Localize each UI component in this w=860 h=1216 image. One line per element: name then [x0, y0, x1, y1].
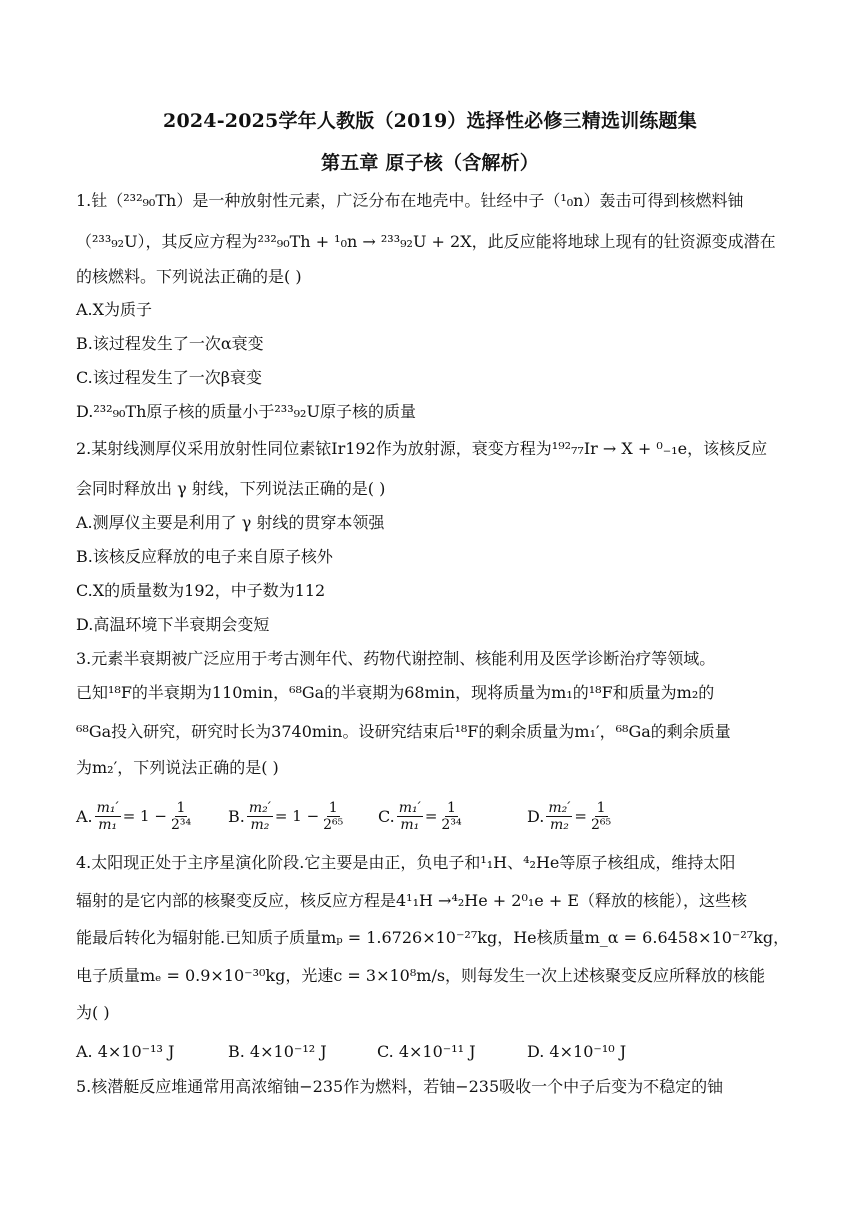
- q3-a-rnum: 1: [176, 799, 186, 816]
- q3-option-b-rhs: [321, 800, 345, 833]
- q3-a-den: m₁: [98, 816, 118, 833]
- q3-c-eq: =: [424, 807, 438, 825]
- q4-option-d: D. 4×10⁻¹⁰ J: [527, 1042, 627, 1061]
- q3-a-rden: 2³⁴: [170, 816, 192, 833]
- q3-d-num: m₂′: [548, 799, 571, 816]
- q3-c-num: m₁′: [398, 799, 421, 816]
- document-title: 2024-2025学年人教版（2019）选择性必修三精选训练题集: [163, 110, 697, 132]
- q3-b-num: m₂′: [248, 799, 271, 816]
- q3-stem-line1: 3.元素半衰期被广泛应用于考古测年代、药物代谢控制、核能利用及医学诊断治疗等领域。: [76, 649, 716, 668]
- q4-stem-line5: 为( ): [76, 1003, 110, 1022]
- q3-option-d-label: D.: [527, 806, 545, 826]
- q3-option-a-lhs: [95, 800, 121, 833]
- q3-option-a: [76, 796, 195, 836]
- q3-d-rnum: 1: [596, 799, 606, 816]
- q3-c-den: m₁: [400, 816, 420, 833]
- q3-b-rden: 2⁶⁵: [323, 816, 344, 833]
- q3-option-a-rhs: [169, 800, 193, 833]
- q3-option-c: [378, 796, 466, 836]
- q4-option-b: B. 4×10⁻¹² J: [228, 1042, 327, 1061]
- q1-option-b: B.该过程发生了一次α衰变: [76, 334, 264, 353]
- q1-stem-line2: （²³³₉₂U），其反应方程为²³²₉₀Th + ¹₀n → ²³³₉₂U + 2X，此反应能将地球上现有的钍资源变成潜在: [76, 232, 776, 251]
- q3-option-d-lhs: [546, 800, 572, 833]
- q1-option-a: A.X为质子: [76, 300, 153, 319]
- q2-option-d: D.高温环境下半衰期会变短: [76, 615, 270, 634]
- q2-option-a: A.测厚仪主要是利用了 γ 射线的贯穿本领强: [76, 513, 385, 532]
- q3-option-b-label: B.: [228, 806, 245, 826]
- q2-stem-line2: 会同时释放出 γ 射线，下列说法正确的是( ): [76, 479, 386, 498]
- q3-b-rnum: 1: [328, 799, 338, 816]
- q2-option-b: B.该核反应释放的电子来自原子核外: [76, 547, 333, 566]
- q1-option-c: C.该过程发生了一次β衰变: [76, 368, 263, 387]
- q3-options: [76, 796, 788, 836]
- q3-d-eq: =: [574, 807, 587, 825]
- q3-b-eq: = 1 −: [274, 807, 320, 825]
- q2-option-c: C.X的质量数为192，中子数为112: [76, 581, 326, 600]
- q3-option-d: [527, 796, 615, 836]
- q4-option-c: C. 4×10⁻¹¹ J: [377, 1042, 476, 1061]
- q3-b-den: m₂: [250, 816, 270, 833]
- q3-stem-line4: 为m₂′，下列说法正确的是( ): [76, 758, 279, 777]
- q3-stem-line3: ⁶⁸Ga投入研究，研究时长为3740min。设研究结束后¹⁸F的剩余质量为m₁′，⁶⁸Ga的剩余质量: [76, 722, 731, 741]
- q2-stem-line1: 2.某射线测厚仪采用放射性同位素铱Ir192作为放射源，衰变方程为¹⁹²₇₇Ir → X + ⁰₋₁e，该核反应: [76, 439, 768, 458]
- q3-stem-line2: 已知¹⁸F的半衰期为110min，⁶⁸Ga的半衰期为68min，现将质量为m₁的¹⁸F和质量为m₂的: [76, 683, 715, 702]
- q3-d-rden: 2⁶⁵: [591, 816, 612, 833]
- q3-option-c-lhs: [397, 800, 423, 833]
- q1-stem-line1: 1.钍（²³²₉₀Th）是一种放射性元素，广泛分布在地壳中。钍经中子（¹₀n）轰击可得到核燃料铀: [76, 191, 744, 210]
- q3-option-c-rhs: [439, 800, 463, 833]
- q5-stem-line1: 5.核潜艇反应堆通常用高浓缩铀−235作为燃料，若铀−235吸收一个中子后变为不稳定的铀: [76, 1077, 724, 1096]
- q3-option-c-label: C.: [378, 806, 395, 826]
- q4-stem-line1: 4.太阳现正处于主序星演化阶段.它主要是由正，负电子和¹₁H、⁴₂He等原子核组成，维持太阳: [76, 853, 736, 872]
- q4-stem-line2: 辐射的是它内部的核聚变反应，核反应方程是4¹₁H →⁴₂He + 2⁰₁e + E（释放的核能），这些核: [76, 891, 748, 910]
- q1-stem-line3: 的核燃料。下列说法正确的是( ): [76, 267, 302, 286]
- q1-option-d: D.²³²₉₀Th原子核的质量小于²³³₉₂U原子核的质量: [76, 402, 416, 421]
- q3-option-b: [228, 796, 347, 836]
- q3-option-b-lhs: [247, 800, 273, 833]
- q3-a-eq: = 1 −: [122, 807, 167, 825]
- q3-option-a-label: A.: [76, 806, 93, 826]
- q3-c-rnum: 1: [447, 799, 456, 816]
- q3-c-rden: 2³⁴: [441, 816, 462, 833]
- q4-stem-line4: 电子质量mₑ = 0.9×10⁻³⁰kg，光速c = 3×10⁸m/s，则每发生一次上述核聚变反应所释放的核能: [76, 966, 766, 985]
- q3-option-d-rhs: [589, 800, 613, 833]
- q4-stem-line3: 能最后转化为辐射能.已知质子质量mₚ = 1.6726×10⁻²⁷kg，He核质量m_α = 6.6458×10⁻²⁷kg，: [76, 928, 790, 947]
- q3-a-num: m₁′: [96, 799, 119, 816]
- q3-d-den: m₂: [549, 816, 569, 833]
- q4-option-a: A. 4×10⁻¹³ J: [76, 1042, 175, 1061]
- chapter-title: 第五章 原子核（含解析）: [320, 152, 539, 174]
